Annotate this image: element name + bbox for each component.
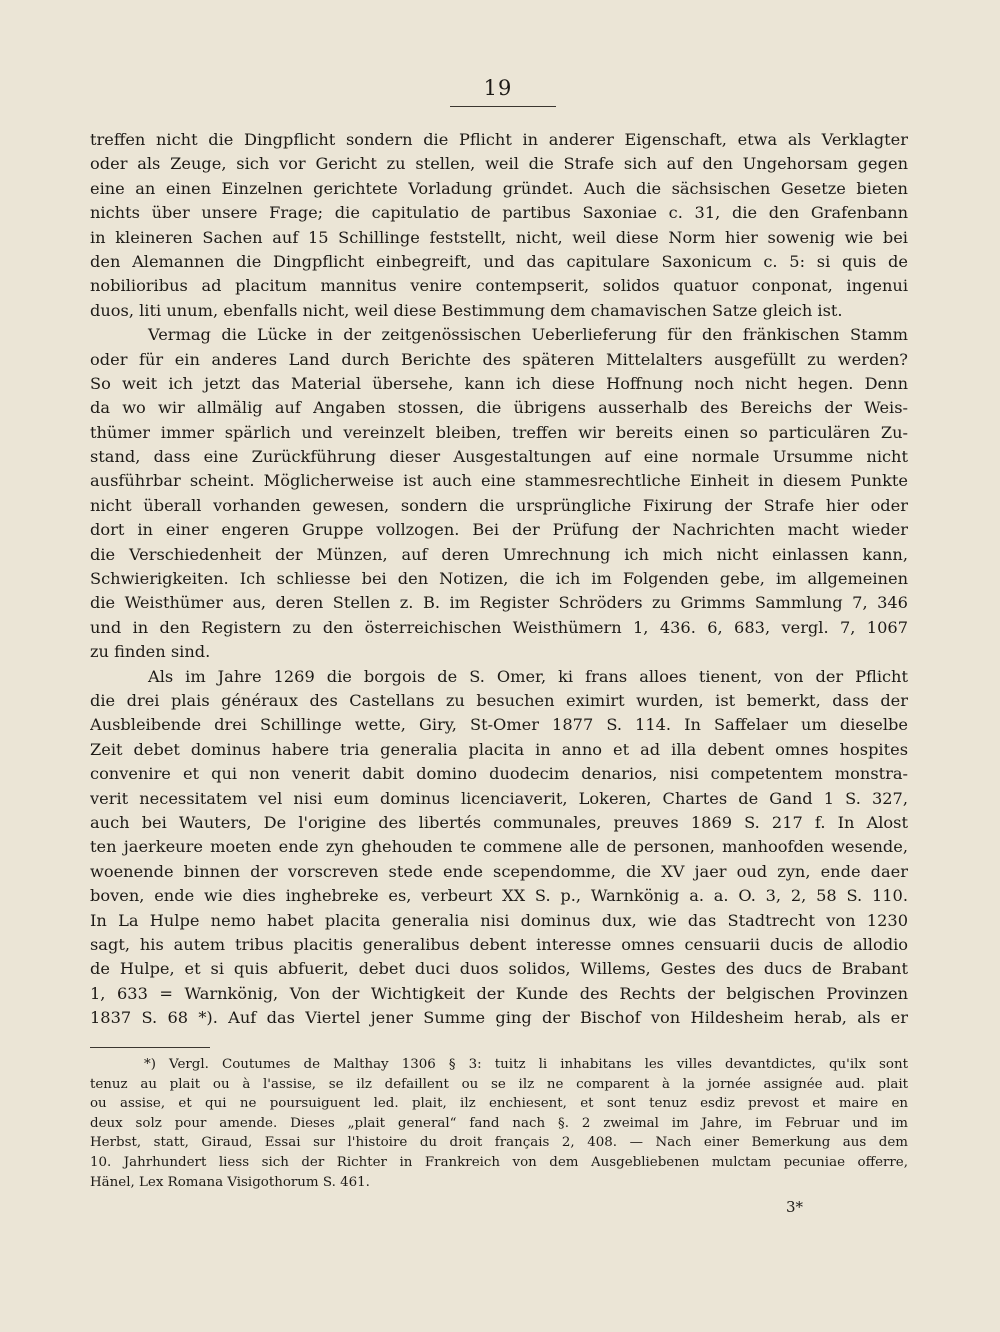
body-line: zu finden sind. [90, 642, 211, 662]
footnote-line: ou assise, et qui ne poursuiguent led. plait, ilz enchiesent, et sont tenuz esdiz prevost et maire en [90, 1096, 908, 1112]
body-line: treffen nicht die Dingpflicht sondern die Pflicht in anderer Eigenschaft, etwa als Verklagter [90, 130, 908, 149]
body-line: verit necessitatem vel nisi eum dominus licenciaverit, Lokeren, Chartes de Gand 1 S. 327, [90, 788, 908, 808]
body-line: sagt, his autem tribus placitis generalibus debent interesse omnes censuarii ducis de allodio [90, 934, 908, 954]
body-line: Schwierigkeiten. Ich schliesse bei den Notizen, die ich im Folgenden gebe, im allgemeinen [90, 569, 908, 589]
body-line: ten jaerkeure moeten ende zyn ghehouden te commene alle de personen, manhoofden wesende, [90, 837, 908, 857]
body-line: den Alemannen die Dingpflicht einbegreift, und das capitulare Saxonicum c. 5: si quis de [90, 251, 908, 271]
body-line: convenire et qui non venerit dabit domino duodecim denarios, nisi competentem monstra- [90, 764, 908, 784]
signature-mark: 3* [786, 1198, 804, 1216]
header-rule [450, 106, 556, 107]
body-line: stand, dass eine Zurückführung dieser Ausgestaltungen auf eine normale Ursumme nicht [90, 447, 908, 467]
footnote-line: tenuz au plait ou à l'assise, se ilz defaillent ou se ilz ne comparent à la jornée assignée aud. plait [90, 1076, 908, 1092]
body-line: die Verschiedenheit der Münzen, auf deren Umrechnung ich mich nicht einlassen kann, [90, 544, 908, 564]
body-line: und in den Registern zu den österreichischen Weisthümern 1, 436. 6, 683, vergl. 7, 1067 [90, 617, 908, 637]
page-number: 19 [483, 76, 513, 100]
footnote-line: 10. Jahrhundert liess sich der Richter in Frankreich von dem Ausgebliebenen mulctam pecuniae offerre, [90, 1154, 908, 1170]
body-line: ausführbar scheint. Möglicherweise ist auch eine stammesrechtliche Einheit in diesem Punkte [90, 471, 908, 491]
body-line: nobilioribus ad placitum mannitus venire contempserit, solidos quatuor conponat, ingenui [90, 276, 908, 296]
body-line: auch bei Wauters, De l'origine des libertés communales, preuves 1869 S. 217 f. In Alost [90, 812, 908, 832]
body-line: In La Hulpe nemo habet placita generalia nisi dominus dux, wie das Stadtrecht von 1230 [90, 910, 908, 930]
body-line: 1, 633 = Warnkönig, Von der Wichtigkeit der Kunde des Rechts der belgischen Provinzen [90, 983, 908, 1003]
body-line: da wo wir allmälig auf Angaben stossen, die übrigens ausserhalb des Bereichs der Weis- [90, 398, 908, 418]
body-line: dort in einer engeren Gruppe vollzogen. Bei der Prüfung der Nachrichten macht wieder [90, 520, 908, 540]
footnote-line: Hänel, Lex Romana Visigothorum S. 461. [90, 1174, 370, 1190]
body-line: thümer immer spärlich und vereinzelt bleiben, treffen wir bereits einen so particulären Zu- [90, 422, 908, 442]
body-line: woenende binnen der vorscreven stede ende scependomme, die XV jaer oud zyn, ende daer [90, 861, 908, 881]
body-line: So weit ich jetzt das Material übersehe, kann ich diese Hoffnung noch nicht hegen. Denn [90, 373, 908, 393]
footnote-rule [90, 1047, 210, 1048]
body-line: 1837 S. 68 *). Auf das Viertel jener Summe ging der Bischof von Hildesheim herab, als er [90, 1008, 908, 1028]
footnote-line: Herbst, statt, Giraud, Essai sur l'histoire du droit français 2, 408. — Nach einer Bemerkung aus dem [90, 1135, 908, 1151]
body-line: oder für ein anderes Land durch Berichte des späteren Mittelalters ausgefüllt zu werden? [90, 349, 908, 369]
body-line: oder als Zeuge, sich vor Gericht zu stellen, weil die Strafe sich auf den Ungehorsam gegen [90, 154, 908, 174]
body-line: Ausbleibende drei Schillinge wette, Giry, St-Omer 1877 S. 114. In Saffelaer um dieselbe [90, 715, 908, 735]
body-line: eine an einen Einzelnen gerichtete Vorladung gründet. Auch die sächsischen Gesetze bieten [90, 178, 908, 198]
body-line: Als im Jahre 1269 die borgois de S. Omer, ki frans alloes tienent, von der Pflicht [148, 666, 908, 686]
footnote-line: deux solz pour amende. Dieses „plait general“ fand nach §. 2 zweimal im Jahre, im Februar und im [90, 1115, 908, 1131]
body-line: nicht überall vorhanden gewesen, sondern die ursprüngliche Fixirung der Strafe hier oder [90, 495, 908, 515]
footnotes [90, 1055, 908, 1192]
body-text [90, 128, 908, 1030]
body-line: de Hulpe, et si quis abfuerit, debet duci duos solidos, Willems, Gestes des ducs de Brabant [90, 959, 908, 979]
body-line: die drei plais généraux des Castellans zu besuchen eximirt wurden, ist bemerkt, dass der [90, 690, 908, 710]
body-line: boven, ende wie dies inghebreke es, verbeurt XX S. p., Warnkönig a. a. O. 3, 2, 58 S. 110. [90, 886, 908, 906]
body-line: nichts über unsere Frage; die capitulatio de partibus Saxoniae c. 31, die den Grafenbann [90, 203, 908, 223]
body-line: Zeit debet dominus habere tria generalia placita in anno et ad illa debent omnes hospites [90, 739, 908, 759]
body-line: die Weisthümer aus, deren Stellen z. B. im Register Schröders zu Grimms Sammlung 7, 346 [90, 593, 908, 613]
body-line: in kleineren Sachen auf 15 Schillinge feststellt, nicht, weil diese Norm hier sowenig wie bei [90, 227, 908, 247]
body-line: Vermag die Lücke in der zeitgenössischen Ueberlieferung für den fränkischen Stamm [148, 325, 908, 345]
footnote-line: *) Vergl. Coutumes de Malthay 1306 § 3: tuitz li inhabitans les villes devantdictes, qu'ilx sont [144, 1057, 908, 1072]
body-line: duos, liti unum, ebenfalls nicht, weil diese Bestimmung dem chamavischen Satze gleich ist. [90, 300, 843, 320]
